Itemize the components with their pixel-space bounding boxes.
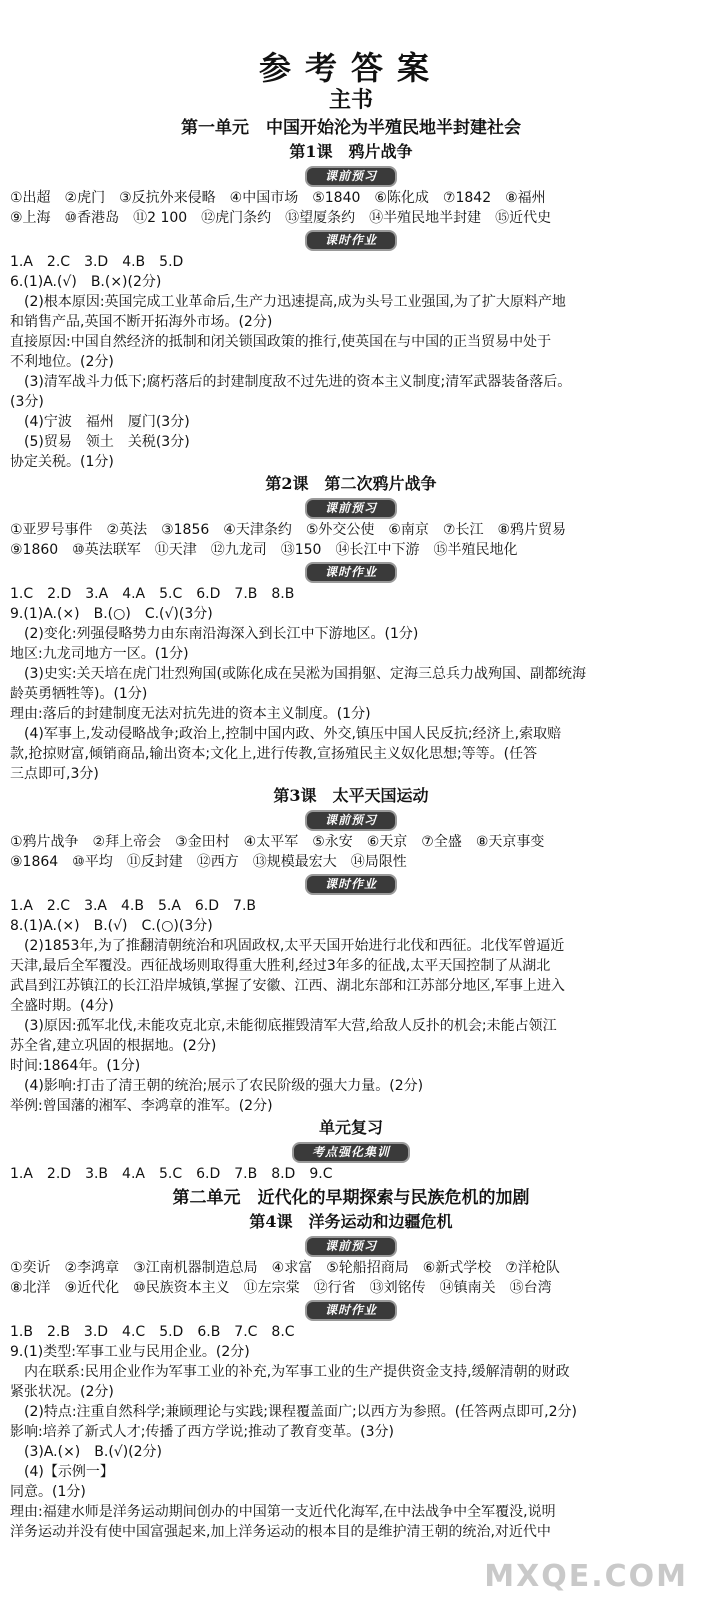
review-answers: 1.A 2.D 3.B 4.A 5.C 6.D 7.B 8.D 9.C xyxy=(10,1166,333,1182)
homework-tag: 课时作业 xyxy=(305,874,397,895)
answer-line: ⑨上海 ⑩香港岛 ⑪2 100 ⑫虎门条约 ⑬望厦条约 ⑭半殖民地半封建 ⑮近代史 xyxy=(10,210,552,226)
answer-line: 内在联系:民用企业作为军事工业的补充,为军事工业的生产提供资金支持,缓解清朝的财政 xyxy=(24,1364,570,1380)
answer-line: 直接原因:中国自然经济的抵制和闭关锁国政策的推行,使英国在与中国的正当贸易中处于 xyxy=(10,334,552,350)
answer-line: (4)军事上,发动侵略战争;政治上,控制中国内政、外交,镇压中国人民反抗;经济上,索取赔 xyxy=(24,726,562,742)
answer-line: (3)史实:关天培在虎门壮烈殉国(或陈化成在吴淞为国捐躯、定海三总兵力战殉国、副都统海 xyxy=(24,666,587,682)
page-subtitle: 主书 xyxy=(328,88,373,113)
homework-tag: 课时作业 xyxy=(305,1300,397,1321)
answer-line: (2)变化:列强侵略势力由东南沿海深入到长江中下游地区。(1分) xyxy=(24,626,419,642)
answer-line: 苏全省,建立巩固的根据地。(2分) xyxy=(10,1038,217,1054)
unit-2-title: 第二单元 近代化的早期探索与民族危机的加剧 xyxy=(172,1188,530,1208)
answer-line: 1.A 2.C 3.D 4.B 5.D xyxy=(10,254,184,270)
answer-line: ①鸦片战争 ②拜上帝会 ③金田村 ④太平军 ⑤永安 ⑥天京 ⑦全盛 ⑧天京事变 xyxy=(10,834,545,850)
answer-line: (4)影响:打击了清王朝的统治;展示了农民阶级的强大力量。(2分) xyxy=(24,1078,424,1094)
lesson-4-title: 第4课 洋务运动和边疆危机 xyxy=(249,1212,453,1231)
lesson-3-homework xyxy=(10,896,692,1116)
answer-line: (3)原因:孤军北伐,未能攻克北京,未能彻底摧毁清军大营,给敌人反扑的机会;未能占领江 xyxy=(24,1018,557,1034)
answer-line: (2)特点:注重自然科学;兼顾理论与实践;课程覆盖面广;以西方为参照。(任答两点即可,2分) xyxy=(24,1404,577,1420)
answer-line: 和销售产品,英国不断开拓海外市场。(2分) xyxy=(10,314,273,330)
lesson-3-title: 第3课 太平天国运动 xyxy=(273,786,429,805)
answer-line: 6.(1)A.(√) B.(×)(2分) xyxy=(10,274,162,290)
answer-line: 举例:曾国藩的湘军、李鸿章的淮军。(2分) xyxy=(10,1098,273,1114)
unit-1-title: 第一单元 中国开始沦为半殖民地半封建社会 xyxy=(181,118,521,138)
answer-line: (4)宁波 福州 厦门(3分) xyxy=(24,414,190,430)
page-title: 参考答案 xyxy=(258,49,443,87)
lesson-2-homework xyxy=(10,584,692,784)
answer-line: (3分) xyxy=(10,394,44,410)
answer-line: 理由:落后的封建制度无法对抗先进的资本主义制度。(1分) xyxy=(10,706,371,722)
answer-line: ⑨1860 ⑩英法联军 ⑪天津 ⑫九龙司 ⑬150 ⑭长江中下游 ⑮半殖民地化 xyxy=(10,542,518,558)
preview-tag: 课前预习 xyxy=(305,1236,397,1257)
answer-line: 龄英勇牺牲等)。(1分) xyxy=(10,686,148,702)
lesson-4-preview xyxy=(10,1258,692,1298)
lesson-3-preview xyxy=(10,832,692,872)
homework-tag: 课时作业 xyxy=(305,230,397,251)
lesson-2-preview xyxy=(10,520,692,560)
lesson-1-homework xyxy=(10,252,692,472)
answer-line: 同意。(1分) xyxy=(10,1484,86,1500)
answer-line: 9.(1)类型:军事工业与民用企业。(2分) xyxy=(10,1344,250,1360)
answer-line: 9.(1)A.(×) B.(○) C.(√)(3分) xyxy=(10,606,213,622)
drill-tag: 考点强化集训 xyxy=(292,1142,410,1163)
answer-line: 1.B 2.B 3.D 4.C 5.D 6.B 7.C 8.C xyxy=(10,1324,295,1340)
lesson-1-preview xyxy=(10,188,692,228)
answer-line: (2)根本原因:英国完成工业革命后,生产力迅速提高,成为头号工业强国,为了扩大原料产地 xyxy=(24,294,566,310)
answer-line: 8.(1)A.(×) B.(√) C.(○)(3分) xyxy=(10,918,213,934)
answer-line: 天津,最后全军覆没。西征战场则取得重大胜利,经过3年多的征战,太平天国控制了从湖北 xyxy=(10,958,551,974)
answer-line: 1.C 2.D 3.A 4.A 5.C 6.D 7.B 8.B xyxy=(10,586,295,602)
answer-line: 地区:九龙司地方一区。(1分) xyxy=(10,646,189,662)
answer-line: 洋务运动并没有使中国富强起来,加上洋务运动的根本目的是维护清王朝的统治,对近代中 xyxy=(10,1524,551,1540)
homework-tag: 课时作业 xyxy=(305,562,397,583)
answer-line: 理由:福建水师是洋务运动期间创办的中国第一支近代化海军,在中法战争中全军覆没,说明 xyxy=(10,1504,556,1520)
preview-tag: 课前预习 xyxy=(305,498,397,519)
answer-line: ①出超 ②虎门 ③反抗外来侵略 ④中国市场 ⑤1840 ⑥陈化成 ⑦1842 ⑧福州 xyxy=(10,190,546,206)
preview-tag: 课前预习 xyxy=(305,166,397,187)
answer-line: ⑨1864 ⑩平均 ⑪反封建 ⑫西方 ⑬规模最宏大 ⑭局限性 xyxy=(10,854,407,870)
answer-line: 不利地位。(2分) xyxy=(10,354,114,370)
answer-line: (3)A.(×) B.(√)(2分) xyxy=(24,1444,162,1460)
answer-line: (3)清军战斗力低下;腐朽落后的封建制度敌不过先进的资本主义制度;清军武器装备落后。 xyxy=(24,374,572,390)
answer-line: ①亚罗号事件 ②英法 ③1856 ④天津条约 ⑤外交公使 ⑥南京 ⑦长江 ⑧鸦片贸易 xyxy=(10,522,567,538)
answer-line: 款,抢掠财富,倾销商品,输出资本;文化上,进行传教,宣扬殖民主义奴化思想;等等。(任答 xyxy=(10,746,538,762)
lesson-1-title: 第1课 鸦片战争 xyxy=(289,142,413,161)
answer-line: 紧张状况。(2分) xyxy=(10,1384,114,1400)
answer-line: 武昌到江苏镇江的长江沿岸城镇,掌握了安徽、江西、湖北东部和江苏部分地区,军事上进入 xyxy=(10,978,565,994)
answer-line: 协定关税。(1分) xyxy=(10,454,114,470)
answer-line: 影响:培养了新式人才;传播了西方学说;推动了教育变革。(3分) xyxy=(10,1424,394,1440)
answer-line: (4)【示例一】 xyxy=(24,1464,114,1480)
lesson-2-title: 第2课 第二次鸦片战争 xyxy=(265,474,437,493)
answer-line: (2)1853年,为了推翻清朝统治和巩固政权,太平天国开始进行北伐和西征。北伐军曾逼近 xyxy=(24,938,565,954)
preview-tag: 课前预习 xyxy=(305,810,397,831)
answer-line: 全盛时期。(4分) xyxy=(10,998,114,1014)
answer-line: 时间:1864年。(1分) xyxy=(10,1058,141,1074)
answer-line: 1.A 2.C 3.A 4.B 5.A 6.D 7.B xyxy=(10,898,256,914)
answer-line: ⑧北洋 ⑨近代化 ⑩民族资本主义 ⑪左宗棠 ⑫行省 ⑬刘铭传 ⑭镇南关 ⑮台湾 xyxy=(10,1280,552,1296)
answer-line: ①奕䜣 ②李鸿章 ③江南机器制造总局 ④求富 ⑤轮船招商局 ⑥新式学校 ⑦洋枪队 xyxy=(10,1260,560,1276)
answer-line: (5)贸易 领土 关税(3分) xyxy=(24,434,190,450)
site-watermark: MXQE.COM xyxy=(484,1559,688,1594)
answer-line: 三点即可,3分) xyxy=(10,766,99,782)
unit-review-title: 单元复习 xyxy=(318,1118,383,1137)
lesson-4-homework xyxy=(10,1322,692,1542)
